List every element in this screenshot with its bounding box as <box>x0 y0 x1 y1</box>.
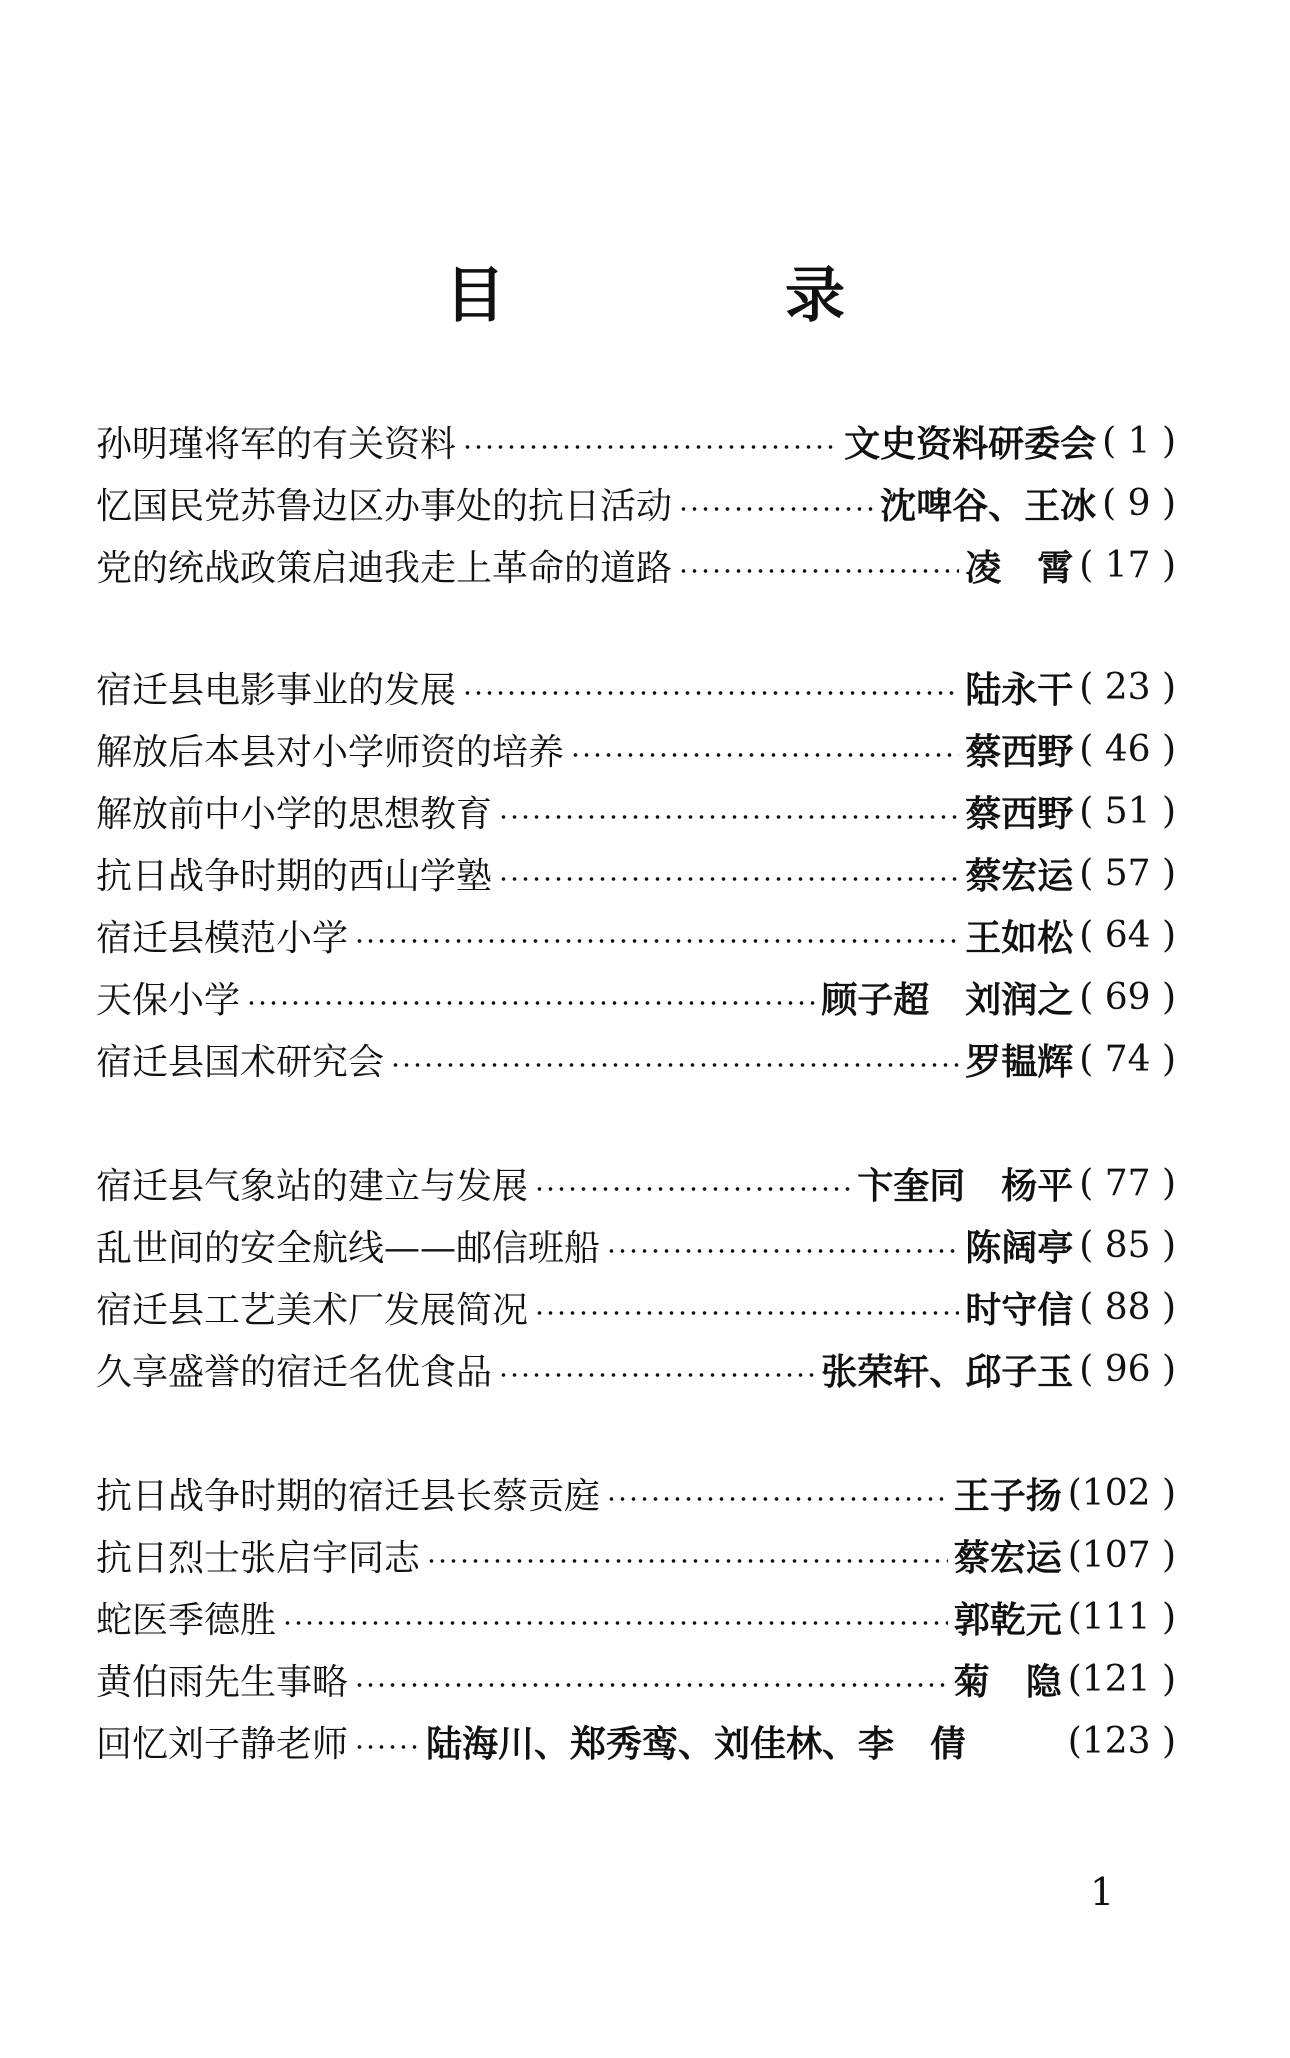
dot-leader <box>354 937 959 945</box>
entry-title: 乱世间的安全航线——邮信班船 <box>96 1227 601 1269</box>
entry-title: 宿迁县气象站的建立与发展 <box>96 1165 529 1207</box>
entry-title: 孙明瑾将军的有关资料 <box>96 423 457 465</box>
dot-leader <box>678 567 959 575</box>
dot-leader <box>606 1247 959 1255</box>
entry-page: ( 1 ) <box>1102 420 1176 462</box>
entry-title: 回忆刘子静老师 <box>96 1723 349 1765</box>
entry-author: 蔡西野 <box>965 730 1074 773</box>
entry-page: ( 74 ) <box>1079 1038 1176 1080</box>
entry-author: 蔡西野 <box>965 792 1074 835</box>
entry-title: 忆国民党苏鲁边区办事处的抗日活动 <box>96 485 673 527</box>
entry-title: 抗日战争时期的西山学塾 <box>96 855 493 897</box>
entry-page: ( 46 ) <box>1079 728 1176 770</box>
entry-page: ( 77 ) <box>1079 1162 1176 1204</box>
entry-title: 党的统战政策启迪我走上革命的道路 <box>96 547 673 589</box>
entry-author: 顾子超 刘润之 <box>821 978 1074 1021</box>
toc-entry <box>96 1028 1176 1090</box>
entry-page: ( 69 ) <box>1079 976 1176 1018</box>
dot-leader <box>498 1371 815 1379</box>
entry-author: 卞奎同 杨平 <box>857 1164 1074 1207</box>
toc-entry <box>96 656 1176 718</box>
entry-title: 蛇医季德胜 <box>96 1599 277 1641</box>
entry-author: 沈啤谷、王冰 <box>880 484 1097 527</box>
dot-leader <box>462 689 959 697</box>
entry-page: ( 17 ) <box>1079 544 1176 586</box>
dot-leader <box>390 1061 959 1069</box>
page-title: 目 录 <box>445 261 955 331</box>
entry-title: 抗日烈士张启宇同志 <box>96 1537 421 1579</box>
entry-author: 张荣轩、邱子玉 <box>821 1350 1074 1393</box>
dot-leader <box>282 1619 948 1627</box>
toc-entry <box>96 1152 1176 1214</box>
entry-page: ( 51 ) <box>1079 790 1176 832</box>
toc-entry <box>96 472 1176 534</box>
entry-page: ( 57 ) <box>1079 852 1176 894</box>
dot-leader <box>426 1557 948 1565</box>
dot-leader <box>606 1495 948 1503</box>
toc-entry <box>96 966 1176 1028</box>
dot-leader <box>534 1309 959 1317</box>
entry-author: 郭乾元 <box>953 1598 1062 1641</box>
entry-title: 天保小学 <box>96 979 241 1021</box>
entry-author: 蔡宏运 <box>965 854 1074 897</box>
toc-entry <box>96 1648 1176 1710</box>
toc-entry <box>96 904 1176 966</box>
entry-page: (123 ) <box>1067 1720 1176 1762</box>
entry-author: 王如松 <box>965 916 1074 959</box>
toc-entry <box>96 1214 1176 1276</box>
entry-author: 陈阔亭 <box>965 1226 1074 1269</box>
entry-title: 久享盛誉的宿迁名优食品 <box>96 1351 493 1393</box>
entry-title: 宿迁县国术研究会 <box>96 1041 385 1083</box>
entry-author: 蔡宏运 <box>953 1536 1062 1579</box>
toc-entry <box>96 1524 1176 1586</box>
dot-leader <box>534 1185 851 1193</box>
toc-entry <box>96 842 1176 904</box>
toc-entry <box>96 718 1176 780</box>
entry-author: 时守信 <box>965 1288 1074 1331</box>
entry-title: 宿迁县模范小学 <box>96 917 349 959</box>
entry-title: 解放后本县对小学师资的培养 <box>96 731 565 773</box>
entry-page: ( 96 ) <box>1079 1348 1176 1390</box>
dot-leader <box>354 1681 948 1689</box>
entry-page: ( 85 ) <box>1079 1224 1176 1266</box>
toc-entry <box>96 780 1176 842</box>
entry-author: 王子扬 <box>953 1474 1062 1517</box>
page-number: 1 <box>1090 1870 1115 1914</box>
toc-entry <box>96 1462 1176 1524</box>
toc-entry <box>96 1586 1176 1648</box>
dot-leader <box>498 813 959 821</box>
toc-entry <box>96 1710 1176 1772</box>
entry-page: (111 ) <box>1067 1596 1176 1638</box>
entry-page: (107 ) <box>1067 1534 1176 1576</box>
entry-author: 菊 隐 <box>953 1660 1062 1703</box>
entry-title: 解放前中小学的思想教育 <box>96 793 493 835</box>
toc-entry <box>96 410 1176 472</box>
dot-leader <box>570 751 959 759</box>
toc-entry <box>96 1276 1176 1338</box>
dot-leader <box>462 443 838 451</box>
entry-title: 宿迁县工艺美术厂发展简况 <box>96 1289 529 1331</box>
entry-page: ( 23 ) <box>1079 666 1176 708</box>
entry-page: ( 64 ) <box>1079 914 1176 956</box>
toc-entry <box>96 534 1176 596</box>
entry-page: ( 88 ) <box>1079 1286 1176 1328</box>
dot-leader <box>678 505 874 513</box>
entry-author: 凌 霄 <box>965 546 1074 589</box>
dot-leader <box>354 1743 420 1751</box>
entry-author: 陆永干 <box>965 668 1074 711</box>
entry-title: 黄伯雨先生事略 <box>96 1661 349 1703</box>
toc-entry <box>96 1338 1176 1400</box>
entry-author: 陆海川、郑秀鸾、刘佳林、李 倩 <box>426 1722 967 1765</box>
entry-page: ( 9 ) <box>1102 482 1176 524</box>
entry-title: 宿迁县电影事业的发展 <box>96 669 457 711</box>
dot-leader <box>498 875 959 883</box>
entry-author: 罗韫辉 <box>965 1040 1074 1083</box>
dot-leader <box>246 999 815 1007</box>
entry-page: (102 ) <box>1067 1472 1176 1514</box>
entry-author: 文史资料研委会 <box>844 422 1097 465</box>
entry-title: 抗日战争时期的宿迁县长蔡贡庭 <box>96 1475 601 1517</box>
entry-page: (121 ) <box>1067 1658 1176 1700</box>
